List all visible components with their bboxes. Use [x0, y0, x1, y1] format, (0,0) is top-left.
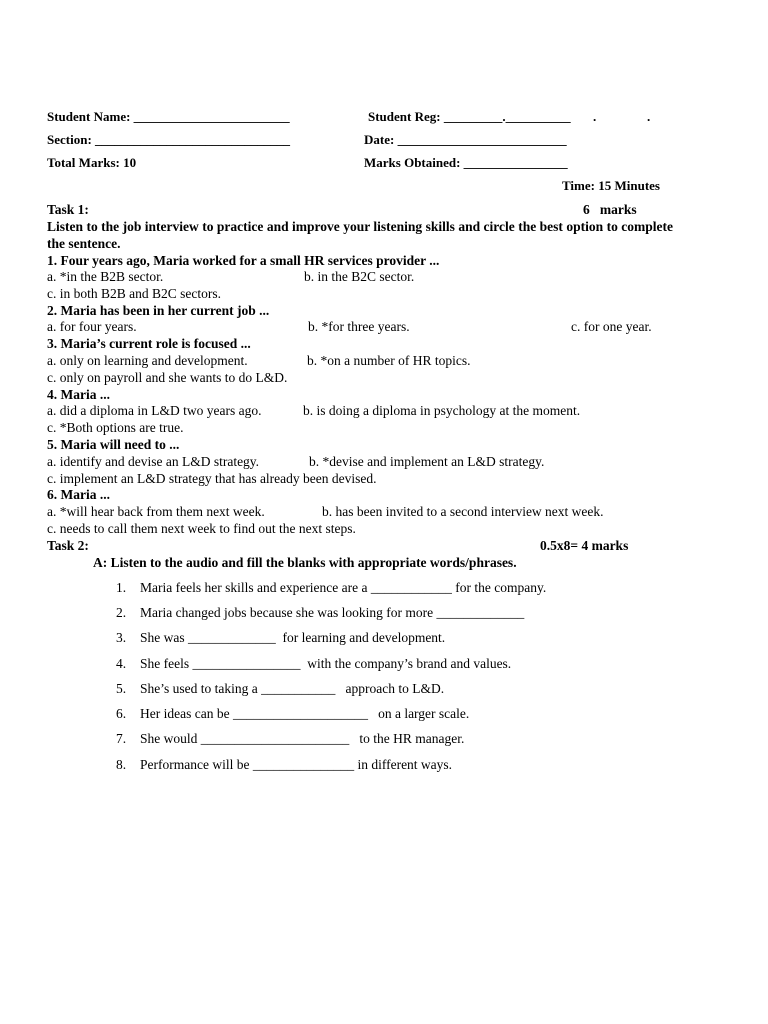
q6-option-b: b. has been invited to a second interview next week.: [322, 504, 604, 519]
q1-option-c: c. in both B2B and B2C sectors.: [47, 286, 221, 301]
total-marks: Total Marks: 10: [47, 155, 137, 170]
item-text: She would ______________________ to the HR manager.: [140, 731, 465, 746]
item-text: Her ideas can be ____________________ on a larger scale.: [140, 706, 470, 721]
item-number: 3.: [116, 630, 127, 645]
q2-option-a: a. for four years.: [47, 319, 137, 334]
q4-option-b: b. is doing a diploma in psychology at the moment.: [303, 403, 581, 418]
student-reg-field: Student Reg: _________.__________: [368, 109, 571, 124]
fill-item: [116, 630, 445, 647]
q4-option-a: a. did a diploma in L&D two years ago.: [47, 403, 262, 418]
item-number: 6.: [116, 706, 127, 721]
q6-stem: 6. Maria ...: [47, 487, 110, 502]
task2-title: Task 2:: [47, 538, 89, 553]
date-field: Date: __________________________: [364, 132, 567, 147]
item-number: 8.: [116, 757, 127, 772]
item-text: She was _____________ for learning and development.: [140, 630, 446, 645]
reg-dot-2: .: [647, 109, 651, 124]
q6-option-c: c. needs to call them next week to find out the next steps.: [47, 521, 356, 536]
fill-item: [116, 656, 511, 673]
q2-stem: 2. Maria has been in her current job ...: [47, 303, 270, 318]
q3-option-c: c. only on payroll and she wants to do L&D.: [47, 370, 288, 385]
q1-option-a: a. *in the B2B sector.: [47, 269, 164, 284]
fill-item: [116, 757, 452, 774]
q5-option-b: b. *devise and implement an L&D strategy.: [309, 454, 545, 469]
task1-title: Task 1:: [47, 202, 89, 217]
q4-stem: 4. Maria ...: [47, 387, 110, 402]
fill-item: [116, 580, 546, 597]
item-text: Maria feels her skills and experience are a ____________ for the company.: [140, 580, 547, 595]
time-limit: Time: 15 Minutes: [562, 178, 660, 193]
task2-marks: 0.5x8= 4 marks: [540, 538, 629, 553]
task1-instruction: Listen to the job interview to practice and improve your listening skills and circle the best option to complete the sentence.: [47, 219, 673, 251]
item-text: Maria changed jobs because she was looking for more _____________: [140, 605, 525, 620]
item-number: 1.: [116, 580, 127, 595]
q5-stem: 5. Maria will need to ...: [47, 437, 180, 452]
item-number: 2.: [116, 605, 127, 620]
fill-item: [116, 681, 444, 698]
item-number: 5.: [116, 681, 127, 696]
item-text: Performance will be _______________ in different ways.: [140, 757, 453, 772]
section-field: Section: ______________________________: [47, 132, 291, 147]
q3-option-b: b. *on a number of HR topics.: [307, 353, 471, 368]
q5-option-a: a. identify and devise an L&D strategy.: [47, 454, 260, 469]
reg-dot-1: .: [593, 109, 597, 124]
item-text: She feels ________________ with the company’s brand and values.: [140, 656, 512, 671]
q2-option-b: b. *for three years.: [308, 319, 410, 334]
q3-stem: 3. Maria’s current role is focused ...: [47, 336, 251, 351]
fill-item: [116, 706, 469, 723]
q3-option-a: a. only on learning and development.: [47, 353, 248, 368]
task2-subtitle: A: Listen to the audio and fill the blanks with appropriate words/phrases.: [93, 555, 517, 570]
item-number: 7.: [116, 731, 127, 746]
q1-stem: 1. Four years ago, Maria worked for a small HR services provider ...: [47, 253, 440, 268]
item-text: She’s used to taking a ___________ approach to L&D.: [140, 681, 445, 696]
student-name-field: Student Name: ________________________: [47, 109, 290, 124]
fill-item: [116, 731, 464, 748]
q6-option-a: a. *will hear back from them next week.: [47, 504, 265, 519]
q2-option-c: c. for one year.: [571, 319, 652, 334]
q4-option-c: c. *Both options are true.: [47, 420, 184, 435]
q1-option-b: b. in the B2C sector.: [304, 269, 415, 284]
fill-item: [116, 605, 524, 622]
q5-option-c: c. implement an L&D strategy that has already been devised.: [47, 471, 377, 486]
task1-marks: 6 marks: [583, 202, 637, 217]
marks-obtained-field: Marks Obtained: ________________: [364, 155, 568, 170]
item-number: 4.: [116, 656, 127, 671]
